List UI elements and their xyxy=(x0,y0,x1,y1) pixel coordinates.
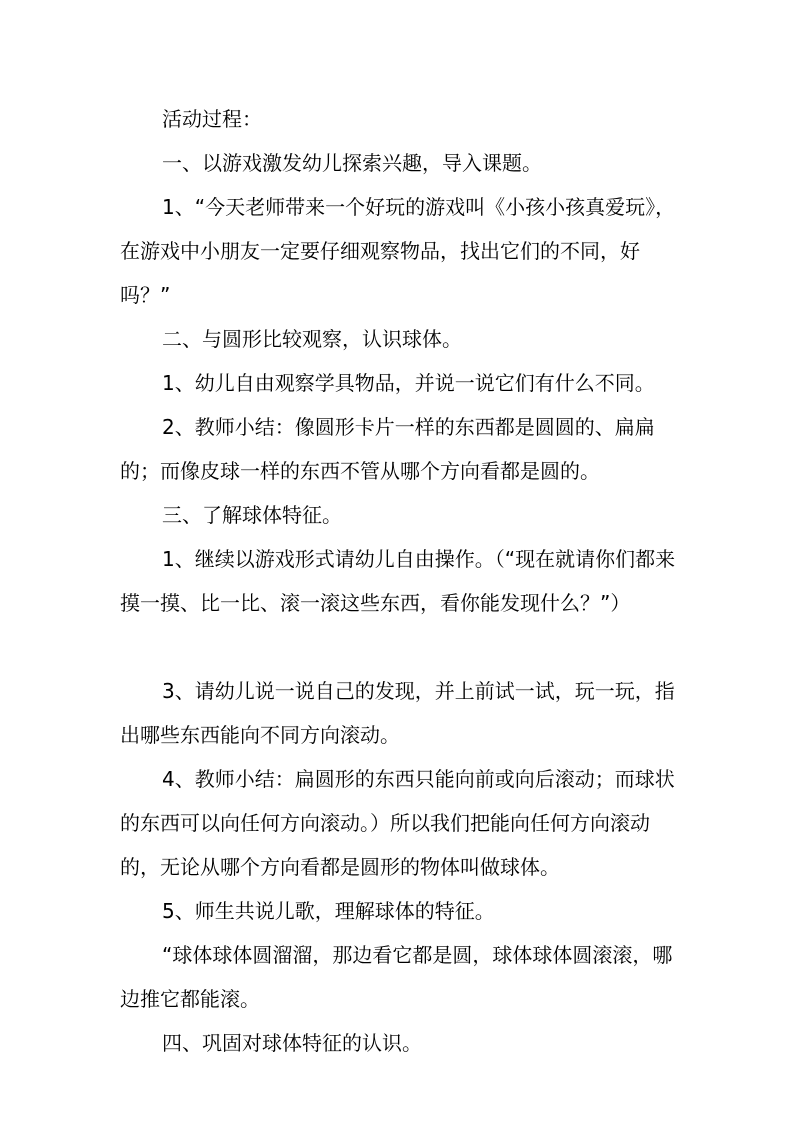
paragraph-section-2-item-2: 2、教师小结：像圆形卡片一样的东西都是圆圆的、扁扁的；而像皮球一样的东西不管从哪个方向看都是圆的。 xyxy=(120,415,655,483)
paragraph-section-3-item-4: 4、教师小结：扁圆形的东西只能向前或向后滚动；而球状的东西可以向任何方向滚动。）所以我们把能向任何方向滚动的，无论从哪个方向看都是圆形的物体叫做球体。 xyxy=(120,767,675,879)
paragraph-section-1-item-1: 1、“今天老师带来一个好玩的游戏叫《小孩小孩真爱玩》，在游戏中小朋友一定要仔细观察物品，找出它们的不同，好吗？” xyxy=(120,195,676,307)
paragraph-section-3-item-3: 3、请幼儿说一说自己的发现，并上前试一试，玩一玩，指出哪些东西能向不同方向滚动。 xyxy=(120,679,675,747)
paragraph-section-3-item-5: 5、师生共说儿歌，理解球体的特征。 xyxy=(162,899,495,923)
paragraph-section-2-item-1: 1、幼儿自由观察学具物品，并说一说它们有什么不同。 xyxy=(162,371,655,395)
paragraph-section-3-heading: 三、了解球体特征。 xyxy=(162,503,342,527)
paragraph-section-2-heading: 二、与圆形比较观察，认识球体。 xyxy=(162,327,462,351)
paragraph-activity-process: 活动过程： xyxy=(162,107,262,131)
paragraph-section-3-item-1: 1、继续以游戏形式请幼儿自由操作。（“现在就请你们都来摸一摸、比一比、滚一滚这些东西，看你能发现什么？”） xyxy=(120,547,676,615)
paragraph-section-4-heading: 四、巩固对球体特征的认识。 xyxy=(162,1031,422,1055)
paragraph-section-1-heading: 一、以游戏激发幼儿探索兴趣，导入课题。 xyxy=(162,151,542,175)
paragraph-nursery-rhyme: “球体球体圆溜溜，那边看它都是圆，球体球体圆滚滚，哪边推它都能滚。 xyxy=(120,943,673,1011)
